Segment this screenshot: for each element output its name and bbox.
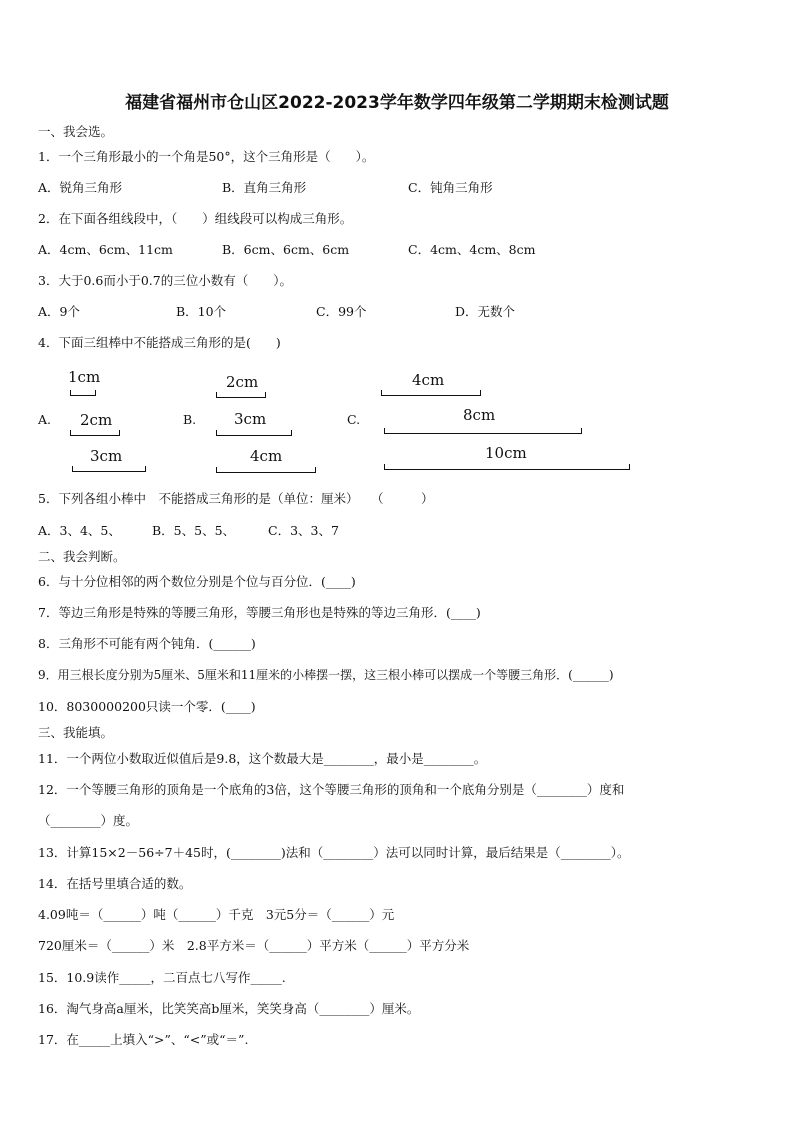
q3-option-c[interactable]: C．99个: [316, 304, 367, 319]
q3-option-d[interactable]: D．无数个: [455, 304, 516, 319]
stick-label: 1cm: [68, 368, 101, 386]
stick-label: 8cm: [463, 406, 496, 424]
question-12-line-2: （________）度。: [38, 813, 139, 828]
stick-label: 4cm: [412, 371, 445, 389]
q4-option-b-label: B.: [183, 412, 197, 427]
q2-option-b[interactable]: B．6cm、6cm、6cm: [222, 242, 350, 257]
question-14: 14．在括号里填合适的数。: [38, 876, 192, 891]
q2-option-a[interactable]: A．4cm、6cm、11cm: [38, 242, 173, 257]
stick-label: 3cm: [90, 447, 123, 465]
question-12-line-1: 12．一个等腰三角形的顶角是一个底角的3倍，这个等腰三角形的顶角和一个底角分别是（________）度和: [38, 782, 625, 797]
stick-label: 3cm: [234, 410, 267, 428]
question-3: 3．大于0.6而小于0.7的三位小数有（ ）。: [38, 273, 292, 288]
question-14-line-1: 4.09吨＝（______）吨（______）千克 3元5分＝（______）元: [38, 907, 395, 922]
q5-option-a[interactable]: A．3、4、5、: [38, 523, 121, 538]
q4-option-a-label: A.: [38, 412, 52, 427]
q3-option-b[interactable]: B．10个: [176, 304, 227, 319]
section-heading-3: 三、我能填。: [38, 725, 114, 740]
q2-option-c[interactable]: C．4cm、4cm、8cm: [408, 242, 536, 257]
q4-option-c-label: C.: [347, 412, 361, 427]
stick-label: 2cm: [226, 373, 259, 391]
question-4: 4．下面三组棒中不能搭成三角形的是( ): [38, 335, 281, 350]
stick-4cm: [381, 390, 481, 396]
question-2: 2．在下面各组线段中，（ ）组线段可以构成三角形。: [38, 211, 353, 226]
stick-4cm: [216, 467, 316, 473]
stick-label: 2cm: [80, 411, 113, 429]
q1-option-a[interactable]: A．锐角三角形: [38, 180, 123, 195]
question-6: 6．与十分位相邻的两个数位分别是个位与百分位．(____): [38, 574, 356, 589]
q1-option-b[interactable]: B．直角三角形: [222, 180, 307, 195]
q3-option-a[interactable]: A．9个: [38, 304, 80, 319]
stick-8cm: [384, 428, 582, 434]
section-heading-2: 二、我会判断。: [38, 549, 126, 564]
question-9: 9．用三根长度分别为5厘米、5厘米和11厘米的小棒摆一摆，这三根小棒可以摆成一个等腰三角形．(______): [38, 668, 614, 682]
question-13: 13．计算15×2－56÷7＋45时，(________)法和（________）法可以同时计算，最后结果是（________）。: [38, 845, 630, 860]
question-15: 15．10.9读作_____，二百点七八写作_____.: [38, 970, 286, 985]
question-5: 5．下列各组小棒中 不能搭成三角形的是（单位：厘米） （ ）: [38, 491, 434, 506]
question-14-line-2: 720厘米＝（______）米 2.8平方米＝（______）平方米（______）平方分米: [38, 938, 470, 953]
stick-10cm: [384, 464, 630, 470]
stick-1cm: [70, 390, 96, 396]
stick-3cm: [72, 466, 146, 472]
question-10: 10．8030000200只读一个零．(____): [38, 699, 256, 714]
stick-3cm: [216, 430, 292, 436]
q5-option-c[interactable]: C．3、3、7: [268, 523, 339, 538]
q1-option-c[interactable]: C．钝角三角形: [408, 180, 493, 195]
page-title: 福建省福州市仓山区2022-2023学年数学四年级第二学期期末检测试题: [125, 93, 669, 113]
question-11: 11．一个两位小数取近似值后是9.8，这个数最大是________，最小是________。: [38, 751, 487, 766]
question-1: 1．一个三角形最小的一个角是50°，这个三角形是（ ）。: [38, 149, 375, 164]
stick-label: 4cm: [250, 447, 283, 465]
section-heading-1: 一、我会选。: [38, 124, 114, 139]
q5-option-b[interactable]: B．5、5、5、: [152, 523, 236, 538]
question-8: 8．三角形不可能有两个钝角．(______): [38, 636, 256, 651]
stick-2cm: [216, 392, 266, 398]
stick-label: 10cm: [485, 444, 527, 462]
question-16: 16．淘气身高a厘米，比笑笑高b厘米，笑笑身高（________）厘米。: [38, 1001, 420, 1016]
question-17: 17．在_____上填入“>”、“<”或“＝”.: [38, 1032, 249, 1047]
question-7: 7．等边三角形是特殊的等腰三角形，等腰三角形也是特殊的等边三角形．(____): [38, 605, 481, 620]
stick-2cm: [70, 430, 120, 436]
